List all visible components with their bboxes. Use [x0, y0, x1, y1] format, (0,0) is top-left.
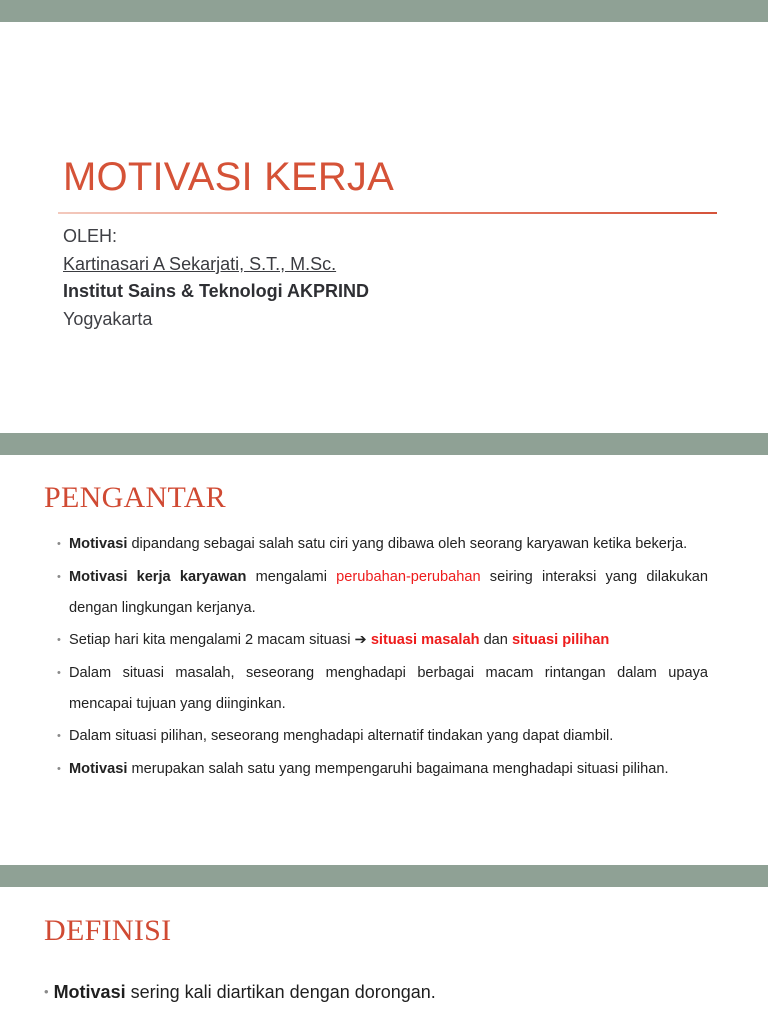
bullet-icon: •: [57, 634, 61, 646]
slide-definisi: [0, 887, 768, 1024]
bullet-icon: •: [57, 762, 61, 775]
bullet-icon: •: [44, 984, 49, 999]
list-item: [57, 721, 708, 752]
item-text: dan: [479, 632, 512, 648]
list-item: [57, 529, 708, 560]
list-item: [57, 658, 708, 720]
highlight-text: situasi pilihan: [511, 632, 610, 648]
separator-band-1: [0, 433, 768, 455]
title-divider: [58, 212, 717, 214]
bullet-icon: •: [57, 538, 61, 550]
list-item: [57, 562, 708, 624]
item-text: Dalam situasi pilihan, seseorang menghadapi alternatif tindakan yang dapat diambil.: [69, 728, 614, 744]
definisi-heading: DEFINISI: [44, 914, 172, 947]
bold-text: Motivasi: [69, 760, 128, 777]
item-text: seiring interaksi yang dilakukan dengan lingkungan kerjanya.: [69, 568, 709, 616]
bold-text: Motivasi: [53, 982, 126, 1002]
item-text: Dalam situasi masalah, seseorang menghadapi berbagai macam rintangan dalam upaya mencapai tujuan yang diinginkan.: [69, 664, 708, 712]
bullet-icon: •: [57, 570, 61, 583]
oleh-label: OLEH:: [63, 226, 118, 246]
pengantar-bullet-list: [57, 529, 708, 786]
definisi-bullet: [44, 982, 436, 1003]
item-text: mengalami: [246, 568, 337, 585]
top-band: [0, 0, 768, 22]
item-text: dipandang sebagai salah satu ciri yang dibawa oleh seorang karyawan ketika bekerja.: [127, 536, 688, 552]
list-item: [57, 754, 708, 785]
separator-band-2: [0, 865, 768, 887]
institution-name: Institut Sains & Teknologi AKPRIND: [63, 281, 370, 301]
list-item: [57, 625, 708, 656]
item-text: merupakan salah satu yang mempengaruhi bagaimana menghadapi situasi pilihan.: [127, 760, 669, 777]
item-text: sering kali diartikan dengan dorongan.: [125, 982, 436, 1002]
bullet-icon: •: [57, 730, 61, 742]
pengantar-heading: PENGANTAR: [44, 481, 226, 514]
highlight-text: perubahan-perubahan: [336, 568, 481, 585]
item-text: Setiap hari kita mengalami 2 macam situasi: [69, 632, 355, 648]
city-name: Yogyakarta: [63, 309, 153, 329]
bold-text: Motivasi kerja karyawan: [69, 568, 247, 585]
author-name: Kartinasari A Sekarjati, S.T., M.Sc.: [63, 254, 337, 274]
bullet-icon: •: [57, 666, 61, 679]
highlight-text: situasi masalah: [370, 632, 480, 648]
arrow-right-icon: ➔: [354, 632, 367, 648]
presentation-title: MOTIVASI KERJA: [63, 155, 395, 199]
bold-text: Motivasi: [69, 536, 128, 552]
